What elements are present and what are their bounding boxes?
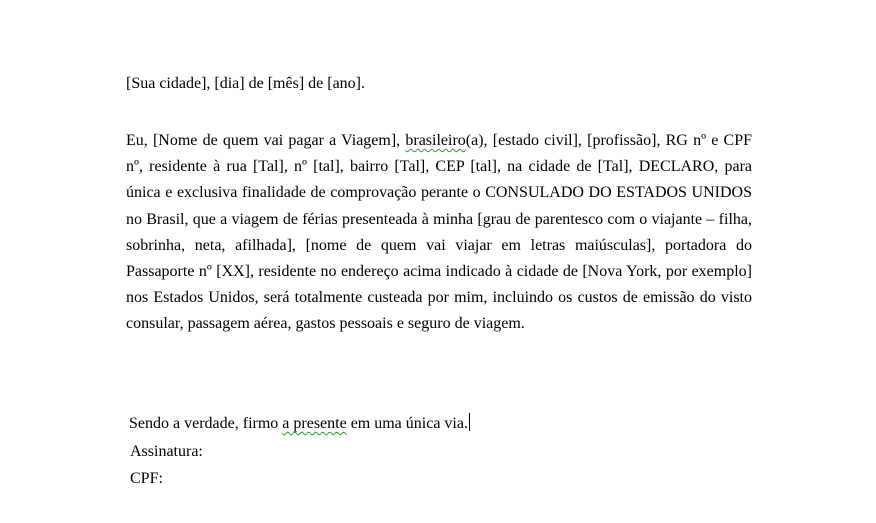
closing-line	[129, 411, 470, 437]
paragraph-text-rest: (a), [estado civil], [profissão], RG nº e CPF nº, residente à rua [Tal], nº [tal], bairro [Tal], CEP [tal], na cidade de [Tal], DECLARO, para única e exclusiva finalidade de comprovação perante o CONSULADO DO ESTADOS UNIDOS no Brasil, que a viagem de férias presenteada à minha [grau de parentesco com o viajante – filha, sobrinha, neta, afilhada], [nome de quem vai viajar em letras maiúsculas], portadora do Passaporte nº [XX], residente no endereço acima indicado à cidade de [Nova York, por exemplo] nos Estados Unidos, será totalmente custeada por mim, incluindo os custos de emissão do visto consular, passagem aérea, gastos pessoais e seguro de viagem.	[126, 132, 753, 333]
grammar-flagged-phrase[interactable]: a presente	[282, 415, 347, 432]
paragraph-text-start: Eu, [Nome de quem vai pagar a Viagem],	[126, 132, 406, 149]
declaration-paragraph	[126, 128, 752, 338]
cpf-label: CPF:	[130, 470, 163, 487]
closing-text-start: Sendo a verdade, firmo	[129, 415, 283, 432]
spellcheck-flagged-word[interactable]: brasileiro	[405, 132, 466, 149]
closing-text-end: em uma única via.	[346, 415, 468, 432]
signature-label: Assinatura:	[130, 443, 203, 460]
date-line: [Sua cidade], [dia] de [mês] de [ano].	[126, 75, 365, 92]
text-cursor	[469, 413, 470, 431]
